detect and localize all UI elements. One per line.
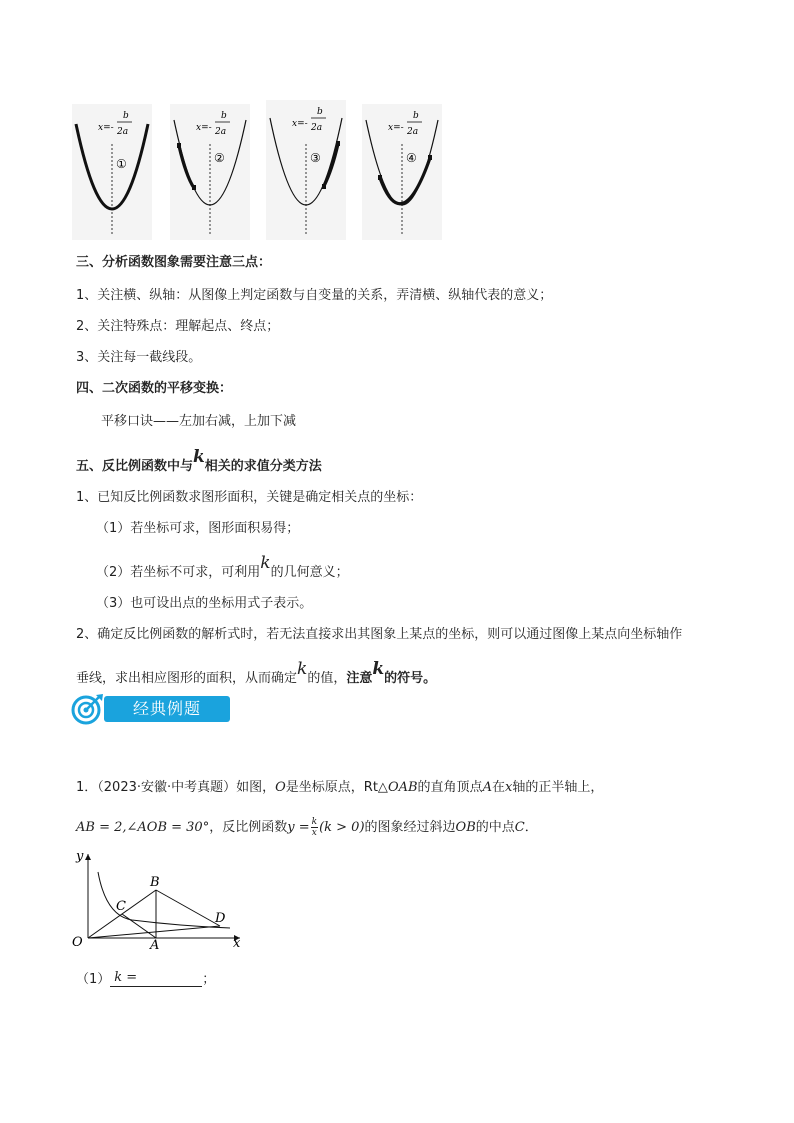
p-text: ，反比例函数 — [209, 820, 288, 835]
frac-den: 2a — [117, 127, 129, 137]
label-A: A — [150, 938, 160, 950]
frac-num: b — [317, 107, 323, 117]
p-text: 是坐标原点，Rt△ — [285, 780, 388, 795]
k-symbol: k — [372, 659, 385, 679]
axis-label: x=- — [196, 123, 212, 133]
heading-text: 五、反比例函数中与 — [76, 459, 194, 474]
p-math: A — [482, 780, 492, 795]
p-math: OAB — [387, 780, 418, 795]
p-math: AB = 2,∠AOB = 30° — [76, 820, 210, 835]
label-D: D — [215, 911, 226, 926]
figure-number: ④ — [406, 151, 417, 165]
section4-heading: 四、二次函数的平移变换： — [76, 381, 233, 396]
k-symbol: k — [193, 447, 205, 467]
p-math: C — [514, 820, 525, 835]
p-text: 的中点 — [475, 820, 515, 835]
section4-rule: 平移口诀——左加右减，上加下减 — [101, 414, 297, 429]
p-math: x — [504, 780, 513, 795]
section5-sub-3: （3）也可设出点的坐标用式子表示。 — [96, 596, 313, 611]
label-y: y — [76, 849, 84, 864]
section3-item-1: 1、关注横、纵轴：从图像上判定函数与自变量的关系，弄清横、纵轴代表的意义； — [76, 288, 553, 303]
section3-item-2: 2、关注特殊点：理解起点、终点； — [76, 319, 280, 334]
axis-label: x=- — [292, 119, 308, 129]
sub-text: （2）若坐标不可求，可利用 — [96, 565, 261, 580]
frac-den: 2a — [215, 127, 227, 137]
figure-number: ③ — [310, 151, 321, 165]
frac-num: b — [221, 111, 227, 121]
answer-blank[interactable] — [110, 970, 202, 987]
sub-text: ； — [202, 972, 216, 987]
item-text-bold: 的符号。 — [384, 671, 437, 686]
answer-prefix: k = — [114, 970, 138, 985]
p-math: y = — [287, 820, 310, 835]
problem1-line-1 — [76, 776, 603, 795]
section5-sub-2 — [96, 553, 349, 581]
label-x: x — [233, 936, 241, 950]
figure-number: ② — [214, 151, 225, 165]
section5-heading — [76, 447, 322, 475]
frac-num: b — [413, 111, 419, 121]
problem1-line-2 — [76, 816, 538, 838]
sub-text: 的几何意义； — [270, 565, 349, 580]
parabola-figure-4 — [362, 104, 442, 240]
sub-text: （1） — [76, 972, 111, 987]
parabola-figure-2 — [170, 104, 250, 240]
axis-label: x=- — [98, 123, 114, 133]
fraction — [311, 817, 318, 838]
problem1-sub-1 — [76, 968, 215, 987]
item-text-bold: 注意 — [346, 671, 373, 686]
p-text: 1．（2023·安徽·中考真题）如图， — [76, 780, 276, 795]
p-text: 的图象经过斜边 — [364, 820, 456, 835]
frac-num: b — [123, 111, 129, 121]
figure-number: ① — [116, 157, 127, 171]
p-math: OB — [455, 820, 476, 835]
parabola-figure-3 — [266, 100, 346, 236]
parabola-figure-1 — [72, 104, 152, 240]
p-math: (k > 0) — [319, 820, 365, 835]
section5-item-1: 1、已知反比例函数求图形面积，关键是确定相关点的坐标： — [76, 490, 423, 505]
label-O: O — [72, 935, 83, 950]
banner-label: 经典例题 — [104, 696, 230, 722]
item-text: 垂线，求出相应图形的面积，从而确定 — [76, 671, 298, 686]
p-math: O — [275, 780, 286, 795]
section3-heading: 三、分析函数图象需要注意三点： — [76, 255, 272, 270]
coordinate-figure — [70, 846, 260, 950]
p-text: 轴的正半轴上， — [512, 780, 604, 795]
k-symbol: k — [260, 553, 271, 573]
frac-num: k — [311, 817, 318, 827]
section3-item-3: 3、关注每一截线段。 — [76, 350, 202, 365]
frac-den: 2a — [407, 127, 419, 137]
k-symbol: k — [297, 659, 308, 679]
label-C: C — [116, 899, 126, 914]
label-B: B — [150, 875, 160, 890]
p-text: ． — [524, 820, 538, 835]
section5-sub-1: （1）若坐标可求，图形面积易得； — [96, 521, 300, 536]
item-text: 的值， — [307, 671, 347, 686]
heading-text: 相关的求值分类方法 — [204, 459, 322, 474]
p-text: 在 — [491, 780, 505, 795]
frac-den: 2a — [311, 123, 323, 133]
axis-label: x=- — [388, 123, 404, 133]
p-text: 的直角顶点 — [417, 780, 483, 795]
frac-den: x — [311, 828, 317, 838]
section5-item-2-line-1: 2、确定反比例函数的解析式时，若无法直接求出其图象上某点的坐标，则可以通过图像上某点向坐标轴作 — [76, 627, 683, 642]
section5-item-2-line-2 — [76, 659, 437, 687]
target-icon — [70, 692, 106, 726]
